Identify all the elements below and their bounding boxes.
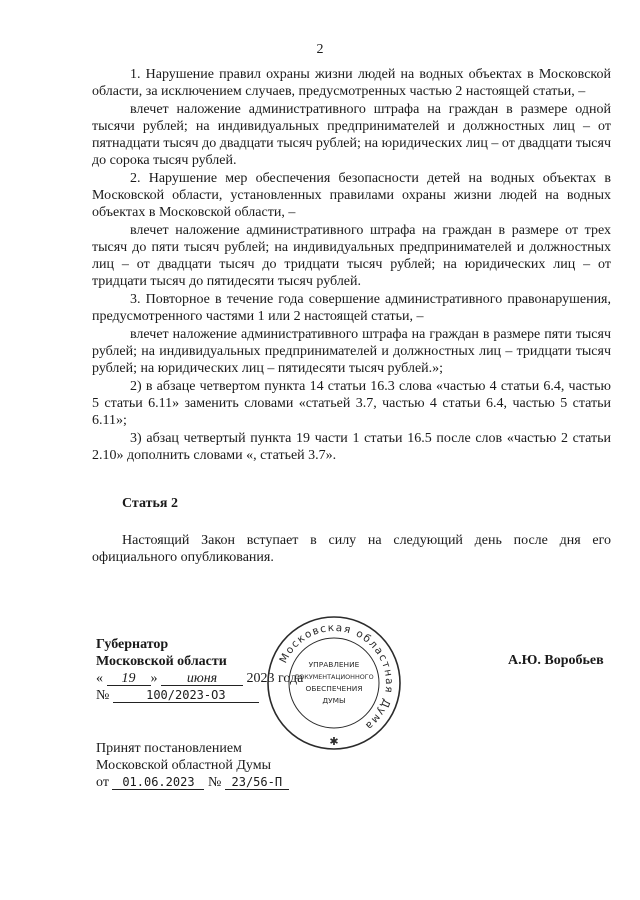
adoption-number: 23/56-П (225, 776, 289, 790)
body-text (92, 66, 611, 465)
signature-number: 100/2023-ОЗ (113, 689, 259, 703)
stamp-outer-ring (268, 617, 400, 749)
quote-close: » (150, 671, 158, 686)
stamp-star-icon: ✱ (329, 735, 339, 748)
closing-paragraph: Настоящий Закон вступает в силу на следующий день после дня его официального опубликования. (92, 533, 611, 565)
signature-month: июня (161, 672, 243, 686)
paragraph-amendment-2: 2) в абзаце четвертом пункта 14 статьи 16.3 слова «частью 4 статьи 6.4, частью 5 статьи 6.11» заменить словами «статьей 3.7, частью 4 статьи 6.4, частью 5 статьи 6.11»; (92, 379, 611, 428)
adoption-block (96, 740, 289, 791)
stamp-center-line1: УПРАВЛЕНИЕ (308, 660, 360, 669)
paragraph-penalty-1: влечет наложение административного штрафа на граждан в размере одной тысячи рублей; на индивидуальных предпринимателей и должностных лиц – от пятнадцати тысяч до двадцати тысяч рублей; на юридических лиц – от двадцати тысяч до сорока тысяч рублей. (92, 102, 611, 168)
stamp-center-line4: ДУМЫ (322, 696, 346, 705)
stamp-inner-ring (289, 638, 379, 728)
adoption-number-label: № (207, 775, 222, 790)
adoption-line2: Московской областной Думы (96, 758, 271, 773)
adoption-line1: Принят постановлением (96, 741, 242, 756)
stamp-center-line3: ОБЕСПЕЧЕНИЯ (305, 684, 363, 693)
paragraph-amendment-3: 3) абзац четвертый пункта 19 части 1 статьи 16.5 после слов «частью 2 статьи 2.10» дополнить словами «, статьей 3.7». (92, 431, 611, 463)
adoption-from-label: от (96, 775, 109, 790)
adoption-date-line (96, 774, 289, 791)
signature-number-label: № (96, 688, 110, 703)
stamp-seal (264, 613, 404, 753)
signer-name: А.Ю. Воробьев (508, 653, 604, 668)
quote-open: « (96, 671, 103, 686)
paragraph-part-3: 3. Повторное в течение года совершение административного правонарушения, предусмотренного частями 1 или 2 настоящей статьи, – (92, 292, 611, 324)
article-heading: Статья 2 (122, 496, 178, 511)
paragraph-penalty-2: влечет наложение административного штрафа на граждан в размере от трех тысяч до пяти тысяч рублей; на индивидуальных предпринимателей и должностных лиц – от двадцати тысяч до тридцати тысяч рублей; на юридических лиц – от тридцати тысяч до пятидесяти тысяч рублей. (92, 223, 611, 289)
signature-year-suffix: 3 года (267, 671, 304, 686)
signature-title-line2: Московской области (96, 654, 227, 669)
signature-day: 19 (107, 672, 151, 686)
paragraph-part-1: 1. Нарушение правил охраны жизни людей на водных объектах в Московской области, за исключением случаев, предусмотренных частью 2 настоящей статьи, – (92, 67, 611, 99)
adoption-date: 01.06.2023 (112, 776, 204, 790)
signature-title-line1: Губернатор (96, 637, 169, 652)
stamp-center-line2: ДОКУМЕНТАЦИОННОГО (294, 673, 374, 681)
signature-year-prefix: 202 (246, 671, 268, 686)
official-stamp (264, 613, 404, 753)
stamp-ring-text: Московская областная Дума (277, 621, 396, 733)
page-number: 2 (316, 42, 324, 57)
paragraph-penalty-3: влечет наложение административного штрафа на граждан в размере пяти тысяч рублей; на индивидуальных предпринимателей и должностных лиц – тридцати тысяч рублей; на юридических лиц – пятидесяти тысяч рублей.»; (92, 327, 611, 376)
paragraph-part-2: 2. Нарушение мер обеспечения безопасности детей на водных объектах в Московской области, установленных правилами охраны жизни людей на водных объектах в Московской области, – (92, 171, 611, 220)
